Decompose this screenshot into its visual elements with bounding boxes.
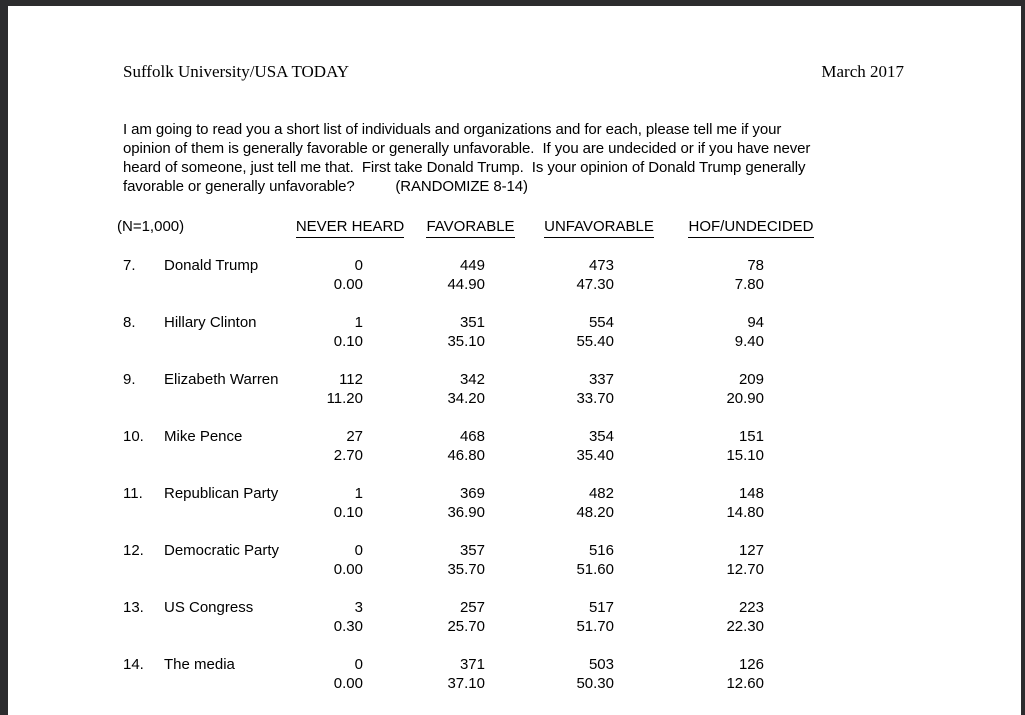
pct-unfavorable: 51.70 (576, 618, 614, 635)
count-hof-undecided: 126 (738, 656, 764, 673)
count-never-heard: 0 (354, 257, 363, 274)
pct-hof-undecided: 9.40 (734, 333, 764, 350)
pct-unfavorable: 33.70 (576, 390, 614, 407)
pct-never-heard: 0.00 (333, 675, 363, 692)
row-spacer (123, 636, 833, 655)
count-unfavorable: 516 (588, 542, 614, 559)
pct-unfavorable: 50.30 (576, 675, 614, 692)
pct-never-heard: 11.20 (326, 390, 363, 407)
column-header-hof-undecided: HOF/UNDECIDED (669, 217, 833, 238)
intro-line: I am going to read you a short list of individuals and organizations and for each, please tell me if your (123, 121, 782, 138)
count-unfavorable: 503 (588, 656, 614, 673)
page-corner (8, 699, 16, 715)
document-title: Suffolk University/USA TODAY (123, 62, 350, 81)
count-hof-undecided: 127 (738, 542, 764, 559)
count-never-heard: 27 (346, 428, 363, 445)
table-row-percents (123, 275, 833, 294)
table-row-percents (123, 446, 833, 465)
pct-hof-undecided: 20.90 (726, 390, 764, 407)
question-number: 11. (123, 485, 143, 502)
intro-line: opinion of them is generally favorable or generally unfavorable. If you are undecided or if you have never (123, 140, 811, 157)
count-never-heard: 112 (339, 371, 363, 388)
count-hof-undecided: 151 (738, 428, 764, 445)
results-table (117, 217, 833, 712)
pct-favorable: 44.90 (447, 276, 485, 293)
count-hof-undecided: 223 (738, 599, 764, 616)
pct-never-heard: 0.00 (333, 561, 363, 578)
count-unfavorable: 473 (588, 257, 614, 274)
table-row-percents (123, 674, 833, 693)
row-spacer (123, 579, 833, 598)
table-row-percents (123, 617, 833, 636)
pct-hof-undecided: 14.80 (726, 504, 764, 521)
question-number: 10. (123, 428, 144, 445)
pct-unfavorable: 55.40 (576, 333, 614, 350)
pct-hof-undecided: 15.10 (726, 447, 764, 464)
intro-line: heard of someone, just tell me that. First take Donald Trump. Is your opinion of Donald Trump generally (123, 159, 806, 176)
row-spacer (123, 408, 833, 427)
pct-never-heard: 2.70 (333, 447, 363, 464)
table-row-percents (123, 560, 833, 579)
count-never-heard: 3 (354, 599, 363, 616)
table-row-counts (123, 313, 833, 332)
question-number: 7. (123, 257, 136, 274)
count-never-heard: 0 (354, 656, 363, 673)
document-header (123, 62, 904, 82)
column-header-unfavorable: UNFAVORABLE (529, 217, 669, 238)
question-intro-paragraph (123, 120, 904, 196)
row-spacer (123, 693, 833, 712)
count-hof-undecided: 148 (738, 485, 764, 502)
count-favorable: 342 (459, 371, 485, 388)
table-row-counts (123, 484, 833, 503)
question-number: 12. (123, 542, 144, 559)
subject-name: Republican Party (164, 485, 279, 502)
pct-favorable: 35.70 (447, 561, 485, 578)
pct-hof-undecided: 7.80 (734, 276, 764, 293)
row-spacer (123, 522, 833, 541)
pct-hof-undecided: 12.60 (726, 675, 764, 692)
pct-unfavorable: 35.40 (576, 447, 614, 464)
table-row-counts (123, 370, 833, 389)
table-row-counts (123, 598, 833, 617)
question-number: 8. (123, 314, 136, 331)
document-date: March 2017 (821, 62, 904, 81)
table-row-counts (123, 541, 833, 560)
count-hof-undecided: 78 (747, 257, 764, 274)
row-spacer (123, 238, 833, 256)
question-number: 13. (123, 599, 144, 616)
pct-favorable: 37.10 (447, 675, 485, 692)
table-row-percents (123, 389, 833, 408)
sample-size-label: (N=1,000) (117, 218, 185, 235)
count-hof-undecided: 209 (738, 371, 764, 388)
count-favorable: 351 (459, 314, 485, 331)
pct-never-heard: 0.10 (333, 504, 363, 521)
count-favorable: 371 (459, 656, 485, 673)
count-favorable: 468 (459, 428, 485, 445)
count-unfavorable: 337 (588, 371, 614, 388)
subject-name: Donald Trump (164, 257, 259, 274)
subject-name: Mike Pence (164, 428, 243, 445)
row-spacer (123, 294, 833, 313)
count-unfavorable: 482 (588, 485, 614, 502)
pct-favorable: 36.90 (447, 504, 485, 521)
pct-never-heard: 0.30 (333, 618, 363, 635)
count-unfavorable: 554 (588, 314, 614, 331)
count-favorable: 257 (459, 599, 485, 616)
count-never-heard: 0 (354, 542, 363, 559)
table-row-counts (123, 655, 833, 674)
subject-name: The media (164, 656, 235, 673)
pct-favorable: 46.80 (447, 447, 485, 464)
pct-hof-undecided: 12.70 (726, 561, 764, 578)
pct-unfavorable: 48.20 (576, 504, 614, 521)
table-row-percents (123, 332, 833, 351)
count-hof-undecided: 94 (747, 314, 764, 331)
pct-unfavorable: 47.30 (576, 276, 614, 293)
subject-name: Elizabeth Warren (164, 371, 279, 388)
row-spacer (123, 351, 833, 370)
subject-name: Hillary Clinton (164, 314, 257, 331)
table-row-counts (123, 256, 833, 275)
pct-favorable: 34.20 (447, 390, 485, 407)
subject-name: US Congress (164, 599, 254, 616)
pct-favorable: 35.10 (447, 333, 485, 350)
count-favorable: 369 (459, 485, 485, 502)
count-unfavorable: 354 (588, 428, 614, 445)
pct-favorable: 25.70 (447, 618, 485, 635)
table-row-counts (123, 427, 833, 446)
pct-never-heard: 0.10 (333, 333, 363, 350)
count-unfavorable: 517 (588, 599, 614, 616)
question-number: 9. (123, 371, 136, 388)
count-favorable: 357 (459, 542, 485, 559)
pct-never-heard: 0.00 (333, 276, 363, 293)
table-row-percents (123, 503, 833, 522)
intro-line: favorable or generally unfavorable? (RANDOMIZE 8-14) (123, 178, 528, 195)
pct-hof-undecided: 22.30 (726, 618, 764, 635)
table-header-row (123, 217, 833, 238)
count-never-heard: 1 (354, 485, 363, 502)
count-favorable: 449 (459, 257, 485, 274)
document-page (8, 6, 1021, 715)
page-content (117, 6, 904, 712)
row-spacer (123, 465, 833, 484)
column-header-never-heard: NEVER HEARD (288, 217, 412, 238)
count-never-heard: 1 (354, 314, 363, 331)
pct-unfavorable: 51.60 (576, 561, 614, 578)
question-number: 14. (123, 656, 144, 673)
column-header-favorable: FAVORABLE (412, 217, 529, 238)
subject-name: Democratic Party (164, 542, 280, 559)
